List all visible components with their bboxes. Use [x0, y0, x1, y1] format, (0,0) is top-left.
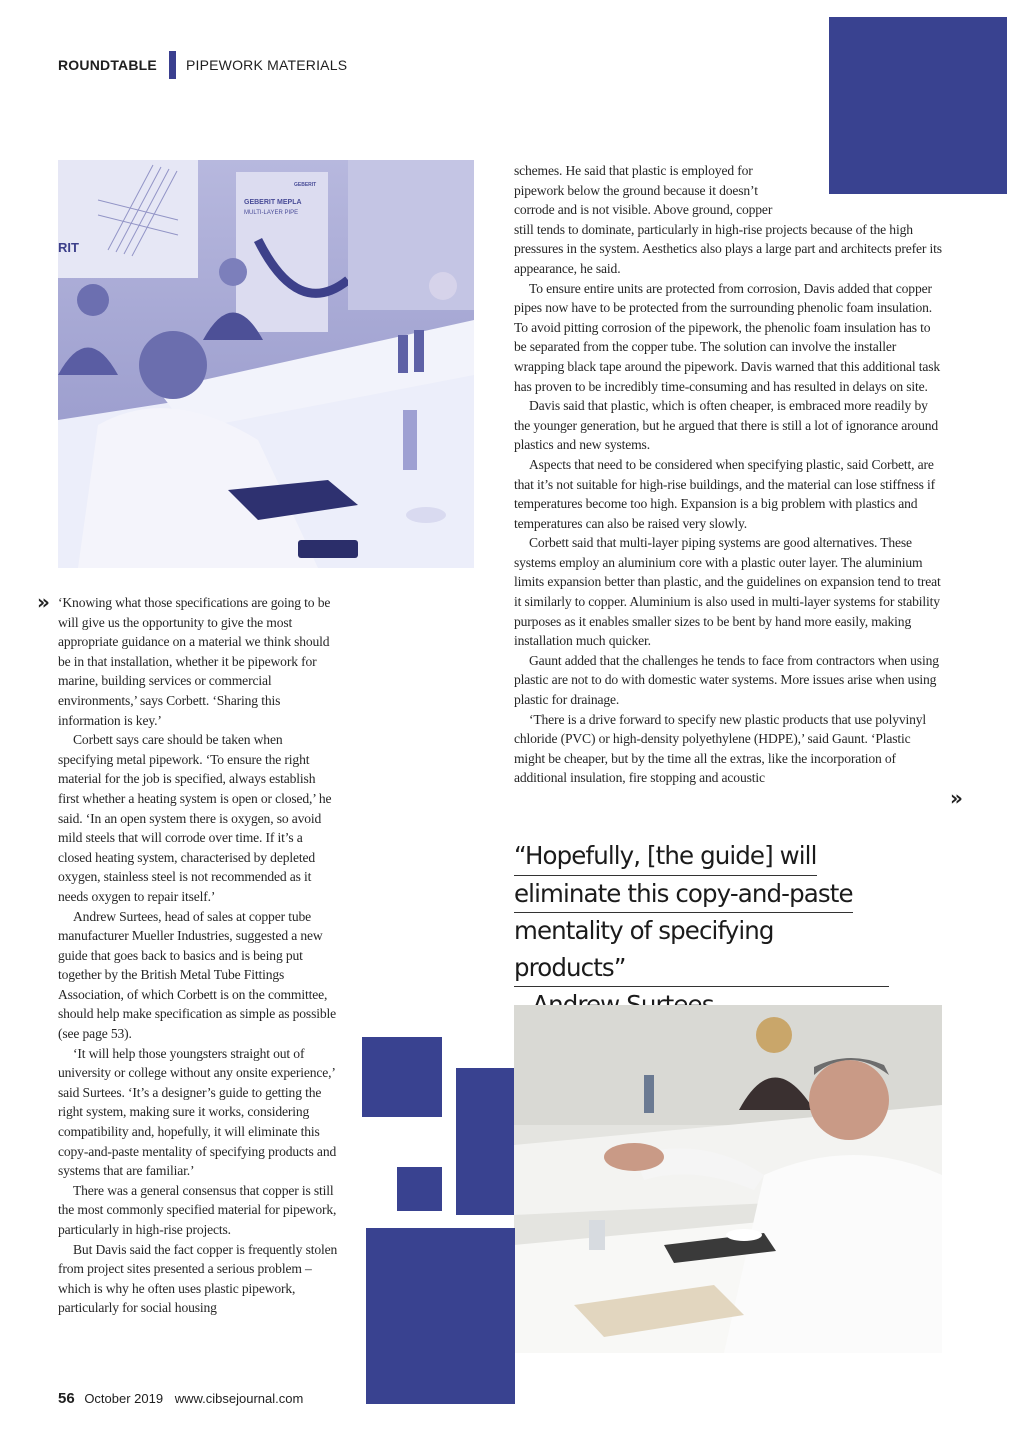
continued-to-icon: » — [950, 786, 963, 810]
running-header — [58, 50, 347, 80]
banner-subtitle: MULTI-LAYER PIPE — [244, 210, 299, 216]
pull-quote-line: mentality of specifying products” — [514, 913, 889, 987]
right-column — [514, 161, 942, 788]
right-paragraph-wrapped: schemes. He said that plastic is employed for pipework below the ground because it doesn’t corrode and is not visible. Above ground, copper — [514, 163, 773, 218]
banner-title: GEBERIT MEPLA — [244, 199, 302, 206]
topic-label: PIPEWORK MATERIALS — [185, 57, 348, 73]
left-paragraph: ‘It will help those youngsters straight out of university or college without any onsite experience,’ said Surtees. ‘It’s a designer’s guide to getting the right system, making sure it works, considering compatibility and, hopefully, it will eliminate this copy-and-paste mentality of specifying products and systems that are familiar.’ — [58, 1045, 337, 1179]
right-paragraph: Gaunt added that the challenges he tends to face from contractors when using plastic are not to do with domestic water systems. More issues arise when using plastic for drainage. — [514, 652, 939, 708]
page-footer — [58, 1390, 303, 1407]
footer-url-link[interactable]: www.cibsejournal.com — [174, 1391, 304, 1406]
left-column — [58, 593, 338, 1318]
decorative-square-small-b — [397, 1167, 442, 1211]
right-paragraph: To ensure entire units are protected from corrosion, Davis added that copper pipes now have to be protected from the surrounding phenolic foam insulation. To avoid pitting corrosion of the pipework, the phenolic foam insulation has to be separated from the copper tube. The solution can involve the installer wrapping black tape around the pipework. Davis warned that this additional task has proven to be incredibly time-consuming and has resulted in delays on site. — [514, 280, 941, 394]
header-divider-bar — [169, 51, 176, 79]
pull-quote-line: “Hopefully, [the guide] will — [514, 838, 817, 876]
left-paragraph: Corbett says care should be taken when specifying metal pipework. ‘To ensure the right material for the job is specified, always establish first whether a heating system is open or closed,’ he said. ‘In an open system there is oxygen, so avoid mild steels that will corrode over time. If it’s a closed heating system, characterised by depleted oxygen, stainless steel is not recommended as it needs oxygen to repair itself.’ — [58, 732, 332, 904]
continued-from-icon: » — [37, 590, 50, 614]
speaker-photo — [514, 1005, 942, 1353]
page-number: 56 — [58, 1390, 75, 1407]
roundtable-meeting-photo — [58, 160, 474, 568]
left-paragraph: Andrew Surtees, head of sales at copper tube manufacturer Mueller Industries, suggested a new guide that goes back to basics and is being put together by the British Metal Tube Fittings Association, of which Corbett is on the committee, should help make specification as simple as possible (see page 53). — [58, 908, 336, 1042]
right-paragraph: Aspects that need to be considered when specifying plastic, said Corbett, are that it’s not suitable for high-rise buildings, and the material can lose stiffness if temperatures become too high. Expansion is a big problem with plastics and temperatures can also be raised very slowly. — [514, 456, 936, 531]
left-paragraph: ‘Knowing what those specifications are going to be will give us the opportunity to give the most appropriate guidance on a material we think should be in that installation, whether it be pipework for marine, building services or commercial environments,’ says Corbett. ‘Sharing this information is key.’ — [58, 595, 331, 728]
section-label: ROUNDTABLE — [58, 57, 157, 73]
decorative-square-large — [366, 1228, 515, 1404]
decorative-square-small-a — [362, 1037, 442, 1117]
screen-logo-text: RIT — [58, 240, 79, 255]
left-paragraph: There was a general consensus that copper is still the most commonly specified material for pipework, particularly in high-rise projects. — [58, 1182, 337, 1237]
right-paragraph: Corbett said that multi-layer piping systems are good alternatives. These systems employ an aluminium core with a plastic outer layer. The aluminium limits expansion better than plastic, and the guidelines on expansion tend to treat it similarly to copper. Aluminium is also used in multi-layer systems for stability purposes as it enables smaller sizes to be bent by hand more easily, making installation much quicker. — [514, 535, 941, 649]
pull-quote-line: eliminate this copy-and-paste — [514, 876, 853, 914]
right-paragraph: Davis said that plastic, which is often cheaper, is embraced more readily by the younger generation, but he argued that there is still a lot of ignorance around plastics and new systems. — [514, 398, 939, 453]
issue-date: October 2019 — [84, 1391, 164, 1406]
right-paragraph: ‘There is a drive forward to specify new plastic products that use polyvinyl chloride (PVC) or high-density polyethylene (HDPE),’ said Gaunt. ‘Plastic might be cheaper, but by the time all the extras, like the incorporation of additional insulation, fire stopping and acoustic — [514, 711, 927, 786]
banner-brand: GEBERIT — [294, 182, 317, 188]
pull-quote — [514, 838, 889, 1025]
left-paragraph: But Davis said the fact copper is frequently stolen from project sites presented a serious problem – which is why he often uses plastic pipework, particularly for social housing — [58, 1241, 338, 1316]
right-paragraph-continued: still tends to dominate, particularly in high-rise projects because of the high pressures in the system. Aesthetics also plays a large part and architects prefer its appearance, he said. — [514, 221, 942, 276]
